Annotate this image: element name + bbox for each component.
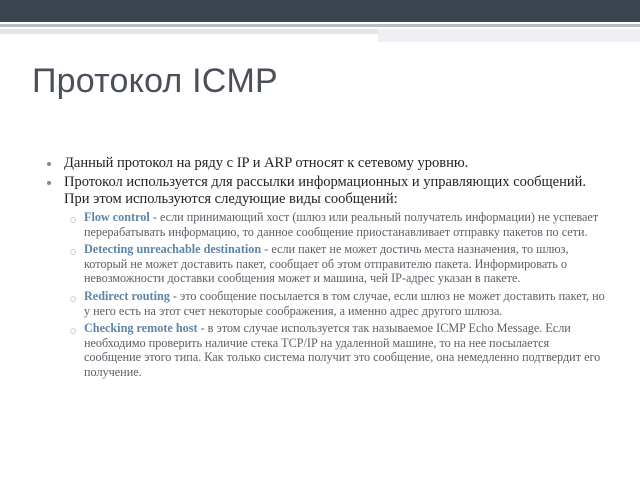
message-type-description: - если пакет не может достичь места назначения, то шлюз, который не может доставить пакет, сообщает об этом отправителю пакета. Информировать о невозможности доставки сообщения может и машина, чей IP-адрес указан в пакете. — [84, 242, 569, 286]
sub-bullet-ring-icon: ○ — [70, 216, 77, 224]
slide-content — [40, 155, 605, 383]
sub-bullet-item — [64, 210, 605, 239]
message-type-term: Detecting unreachable destination — [84, 242, 262, 257]
sub-bullet-item — [64, 321, 605, 379]
slide-title: Протокол ICMP — [32, 62, 278, 100]
bullet-text: Данный протокол на ряду с IP и ARP относят к сетевому уровню. — [64, 155, 469, 171]
bullet-text: Протокол используется для рассылки информационных и управляющих сообщений. При этом используются следующие виды сообщений: — [64, 174, 587, 207]
message-type-term: Flow control — [84, 210, 150, 224]
bullet-dot-icon — [47, 162, 51, 166]
header-stripe — [0, 24, 640, 27]
message-type-description: - если принимающий хост (шлюз или реальный получатель информации) не успевает перерабатывать информацию, то данное сообщение приостанавливает отправку пакетов по сети. — [84, 210, 599, 239]
sub-bullet-ring-icon: ○ — [70, 248, 77, 257]
header-band — [0, 0, 640, 22]
header-stripe-accent — [378, 29, 640, 42]
message-type-description: - это сообщение посылается в том случае, если шлюз не может доставить пакет, но у него есть на этот счет некоторые соображения, а именно адрес другого шлюза. — [84, 288, 605, 318]
sub-bullet-ring-icon: ○ — [70, 327, 77, 336]
bullet-item — [40, 174, 605, 380]
sub-bullet-list — [64, 210, 605, 380]
message-type-term: Checking remote host — [84, 321, 198, 336]
sub-bullet-item — [64, 289, 605, 318]
message-type-term: Redirect routing — [84, 288, 170, 303]
bullet-list — [40, 155, 605, 380]
bullet-item — [40, 155, 605, 172]
sub-bullet-item — [64, 242, 605, 286]
bullet-dot-icon — [47, 181, 51, 185]
sub-bullet-ring-icon: ○ — [70, 294, 77, 303]
message-type-description: - в этом случае используется так называемое ICMP Echo Message. Если необходимо проверить наличие стека TCP/IP на удаленной машине, то на нее посылается сообщение этого типа. Как только система получит это сообщение, она немедленно подтвердит его получение. — [84, 321, 601, 379]
